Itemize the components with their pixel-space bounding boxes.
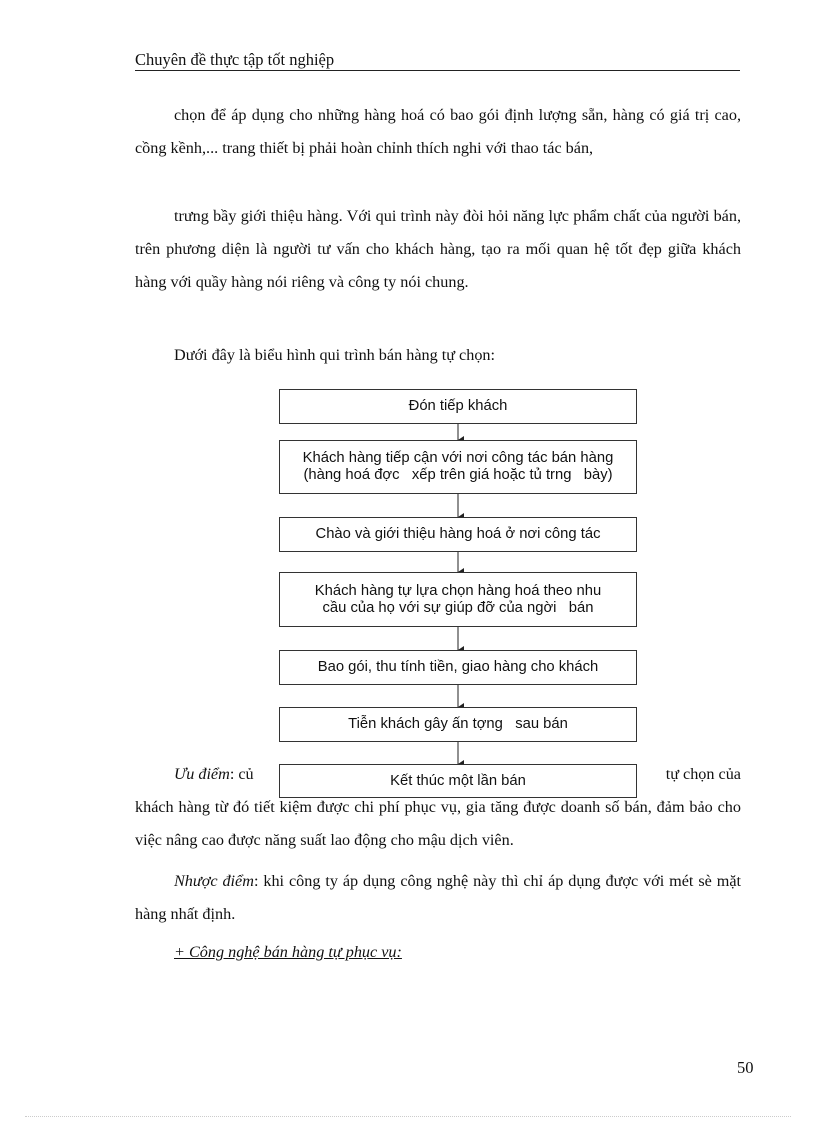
subheading-text: + Công nghệ bán hàng tự phục vụ: — [174, 943, 402, 961]
paragraph-2: trưng bầy giới thiệu hàng. Với qui trình này đòi hỏi năng lực phẩm chất của người bán, trên phương diện là người tư vấn cho khách hàng, tạo ra mối quan hệ tốt đẹp giữa khách hàng với quầy hàng nói riêng và công ty nói chung. — [135, 207, 741, 291]
flow-step-3 — [279, 517, 637, 552]
flow-step-1 — [279, 389, 637, 424]
flow-step-2-line2: (hàng hoá đợc xếp trên giá hoặc tủ trng bày) — [303, 467, 613, 483]
header-title: Chuyên đề thực tập tốt nghiệp — [135, 50, 335, 69]
flow-step-2 — [279, 440, 637, 494]
flow-step-4-line2: cầu của họ với sự giúp đỡ của ngời bán — [322, 599, 594, 616]
advantage-start: : củ — [229, 765, 254, 783]
flow-step-5 — [279, 650, 637, 685]
flow-step-4 — [279, 572, 637, 627]
flow-step-7 — [279, 764, 637, 798]
flow-step-5-text: Bao gói, thu tính tiền, giao hàng cho khách — [317, 659, 599, 675]
flow-step-7-text: Kết thúc một lần bán — [390, 772, 526, 789]
advantage-label: Ưu điểm — [174, 765, 230, 783]
advantage-end: tự chọn của — [665, 765, 741, 783]
page-number: 50 — [737, 1058, 754, 1077]
advantage-rest: khách hàng từ đó tiết kiệm được chi phí phục vụ, gia tăng được doanh số bán, đảm bảo cho việc nâng cao được năng suất lao động cho mậu dịch viên. — [135, 798, 741, 849]
flow-step-6 — [279, 707, 637, 742]
flow-step-4-line1: Khách hàng tự lựa chọn hàng hoá theo nhu — [314, 582, 602, 599]
flow-step-3-text: Chào và giới thiệu hàng hoá ở nơi công tác — [315, 526, 601, 542]
flow-step-1-text: Đón tiếp khách — [408, 398, 508, 414]
flow-step-6-text: Tiễn khách gây ấn tợng sau bán — [348, 716, 568, 732]
disadvantage-text: : khi công ty áp dụng công nghệ này thì chỉ áp dụng được với mét sè mặt hàng nhất định. — [135, 872, 742, 923]
disadvantage-label: Nhược điểm — [174, 872, 254, 890]
flow-step-2-line1: Khách hàng tiếp cận với nơi công tác bán hàng — [302, 450, 614, 466]
paragraph-3: Dưới đây là biểu hình qui trình bán hàng tự chọn: — [174, 346, 496, 364]
page-bottom-divider — [25, 1116, 791, 1117]
paragraph-1: chọn để áp dụng cho những hàng hoá có bao gói định lượng sẵn, hàng có giá trị cao, cồng kềnh,... trang thiết bị phải hoàn chỉnh thích nghi với thao tác bán, — [135, 106, 741, 157]
